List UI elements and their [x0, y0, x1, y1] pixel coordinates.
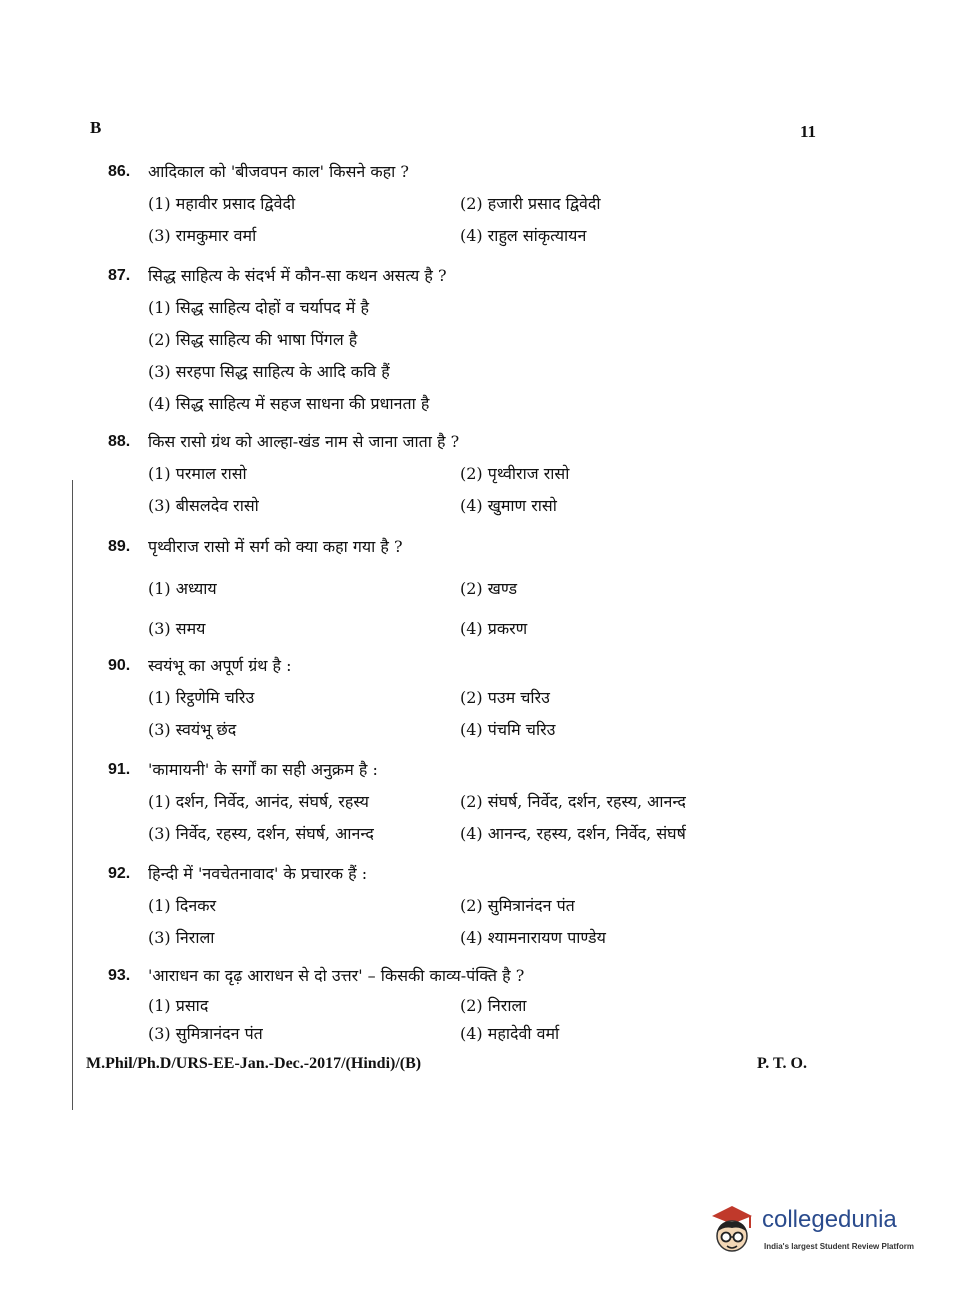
option-1: (1) रिट्ठणेमि चरिउ [148, 688, 255, 707]
question-number: 86. [108, 163, 131, 180]
watermark-logo [706, 1202, 931, 1262]
option-list [148, 682, 868, 746]
option-3: (3) निराला [148, 928, 215, 947]
option-3: (3) समय [148, 619, 206, 638]
question-text: सिद्ध साहित्य के संदर्भ में कौन-सा कथन असत्य है ? [148, 266, 447, 285]
option-1: (1) महावीर प्रसाद द्विवेदी [148, 194, 296, 213]
question-number: 88. [108, 433, 131, 450]
option-4: (4) श्यामनारायण पाण्डेय [460, 928, 606, 947]
question-89 [108, 537, 868, 649]
question-number: 91. [108, 761, 131, 778]
option-2: (2) पृथ्वीराज रासो [460, 464, 570, 483]
question-stem [108, 266, 868, 286]
option-3: (3) स्वयंभू छंद [148, 720, 237, 739]
question-text: किस रासो ग्रंथ को आल्हा-खंड नाम से जाना जाता है ? [148, 432, 460, 451]
question-87 [108, 266, 868, 420]
option-3: (3) सरहपा सिद्ध साहित्य के आदि कवि हैं [148, 362, 390, 381]
question-92 [108, 864, 868, 954]
question-number: 89. [108, 538, 131, 555]
option-2: (2) सुमित्रानंदन पंत [460, 896, 575, 915]
option-1: (1) अध्याय [148, 579, 217, 598]
question-text: पृथ्वीराज रासो में सर्ग को क्या कहा गया है ? [148, 537, 403, 556]
question-text: स्वयंभू का अपूर्ण ग्रंथ है : [148, 656, 292, 675]
option-list [148, 786, 868, 850]
question-stem [108, 864, 868, 884]
question-88 [108, 432, 868, 522]
question-text: 'कामायनी' के सर्गों का सही अनुक्रम है : [148, 760, 378, 779]
option-1: (1) सिद्ध साहित्य दोहों व चर्यापद में है [148, 298, 369, 317]
option-4: (4) राहुल सांकृत्यायन [460, 226, 587, 245]
option-1: (1) दिनकर [148, 896, 217, 915]
student-mascot-icon [706, 1202, 758, 1260]
option-list [148, 292, 868, 420]
page-number: 11 [800, 122, 817, 141]
question-stem [108, 760, 868, 780]
question-number: 92. [108, 865, 131, 882]
option-4: (4) महादेवी वर्मा [460, 1024, 560, 1043]
option-list [148, 569, 868, 649]
option-2: (2) संघर्ष, निर्वेद, दर्शन, रहस्य, आनन्द [460, 792, 686, 811]
question-number: 90. [108, 657, 131, 674]
question-stem [108, 432, 868, 452]
question-stem [108, 162, 868, 182]
option-list [148, 992, 868, 1048]
question-stem [108, 656, 868, 676]
paper-code: M.Phil/Ph.D/URS-EE-Jan.-Dec.-2017/(Hindi)/(B) [86, 1055, 422, 1072]
option-3: (3) सुमित्रानंदन पंत [148, 1024, 263, 1043]
question-stem [108, 966, 868, 986]
question-number: 93. [108, 967, 131, 984]
option-2: (2) हजारी प्रसाद द्विवेदी [460, 194, 601, 213]
question-86 [108, 162, 868, 252]
option-list [148, 458, 868, 522]
option-1: (1) परमाल रासो [148, 464, 247, 483]
option-2: (2) खण्ड [460, 579, 517, 598]
question-number: 87. [108, 267, 131, 284]
option-3: (3) बीसलदेव रासो [148, 496, 259, 515]
question-text: 'आराधन का दृढ़ आराधन से दो उत्तर' – किसकी काव्य-पंक्ति है ? [148, 966, 525, 985]
option-1: (1) दर्शन, निर्वेद, आनंद, संघर्ष, रहस्य [148, 792, 369, 811]
brand-name: collegedunia [762, 1206, 897, 1233]
option-1: (1) प्रसाद [148, 996, 209, 1015]
pto-label: P. T. O. [757, 1055, 807, 1072]
option-2: (2) पउम चरिउ [460, 688, 550, 707]
brand-tagline: India's largest Student Review Platform [764, 1242, 914, 1251]
question-93 [108, 966, 868, 1048]
option-4: (4) आनन्द, रहस्य, दर्शन, निर्वेद, संघर्ष [460, 824, 686, 843]
option-list [148, 188, 868, 252]
option-2: (2) निराला [460, 996, 527, 1015]
option-4: (4) खुमाण रासो [460, 496, 557, 515]
option-4: (4) पंचमि चरिउ [460, 720, 556, 739]
question-stem [108, 537, 868, 557]
question-text: आदिकाल को 'बीजवपन काल' किसने कहा ? [148, 162, 409, 181]
series-label: B [90, 118, 102, 137]
option-4: (4) सिद्ध साहित्य में सहज साधना की प्रधानता है [148, 394, 430, 413]
question-91 [108, 760, 868, 850]
option-3: (3) रामकुमार वर्मा [148, 226, 257, 245]
option-4: (4) प्रकरण [460, 619, 528, 638]
option-list [148, 890, 868, 954]
option-2: (2) सिद्ध साहित्य की भाषा पिंगल है [148, 330, 358, 349]
margin-line [72, 480, 73, 1110]
option-3: (3) निर्वेद, रहस्य, दर्शन, संघर्ष, आनन्द [148, 824, 374, 843]
question-90 [108, 656, 868, 746]
question-text: हिन्दी में 'नवचेतनावाद' के प्रचारक हैं : [148, 864, 368, 883]
